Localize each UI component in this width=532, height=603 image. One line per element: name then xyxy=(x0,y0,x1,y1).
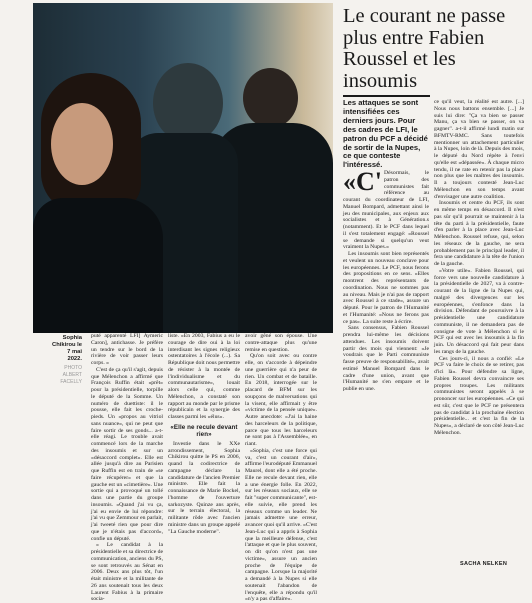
lede-rule xyxy=(343,95,430,97)
article-column-5 xyxy=(343,167,429,570)
lede: Les attaques se sont intensifiées ces derniers jours. Pour des cadres de LFI, le patron du PCF a décidé de sortir de la Nupes, ce que conteste l'intéressé. xyxy=(343,98,428,170)
drop-cap: «C' xyxy=(343,167,382,196)
photo-credit: PHOTO ALBERT FACELLY xyxy=(60,365,82,385)
article-column-2 xyxy=(168,333,240,573)
article-photo xyxy=(33,3,333,327)
paragraph-text: Désormais, le patron des communistes fait référence au courant du coordinateur de LFI, Manuel Bompard, admettant ainsi le jeu des municipales, aux enjeux aux socialistes et à Génération.s (notamment). Et le PCF dans lequel il s'est totalement engagé: «Roussel se demande si quelqu'un veut vraiment la Nupes.» xyxy=(343,170,429,251)
byline: SACHA NELKEN xyxy=(460,561,508,567)
paragraph: «Sophia, c'est une force qui va, c'est un courant d'air», affirme l'eurodéputé Emmanuel Maurel, dont elle a été proche. Elle ne recule devant rien, elle a une énergie folle. En 2022, sur les réseaux sociaux, elle se fait "super communicante", est-elle suivie, elle prend les réseaux comme un leader. Ne jamais admettre une erreur, avancer quoi qu'il arrive. «C'est Jean-Luc qui a appris à Sophia que la meilleure défense, c'est l'attaque et que le plus souvent, on dit qu'on n'est pas une victime», assure un ancien proche de l'équipe de campagne. Lorsque la majorité a demandé à la Nupes si elle soutenait l'abandon de l'enquête, elle a répondu qu'il «n'y a pas d'affaire». xyxy=(245,447,318,603)
paragraph: avoir gêné son épouse. Une contre-attaque plus qu'une remise en question. xyxy=(245,333,317,353)
paragraph: Les insoumis sont bien représentés et veulent un nouveau conclave pour les européennes. Le PCF, nous ferons des propositions en ce sens. «Elles montrent des représentants de coordination. Nous ne sommes pas au niveau. Mais je n'ai pas de rapport avec Roussel à ce stade», assure un député. Pour le patron de l'Humanité et l'Humanité: «Nous ne ferons pas ce pas». La suite reste à écrire. xyxy=(343,251,429,325)
photo-figure-right xyxy=(243,68,298,128)
photo-subject-face xyxy=(51,103,113,185)
paragraph: Insoumis et centre du PCF, ils sont en même temps en désaccord. Il n'est pas sûr qu'il pourrait se maintenir à la tête du parti à la présidentielle, faute d'en parler à la place avec Jean-Luc Mélenchon. Roussel refuse, qui, selon les réseaux de la gauche, ne sera probablement pas le principal leader, il fera une candidature à la tête de l'union de la gauche. xyxy=(434,200,524,267)
paragraph: Ces jours-ci, il nous a confié: «Le PCF va faire le choix de se retirer, pas d'ici là». Pour défendre sa ligne, Fabien Roussel devra convaincre ses propres troupes. Les militants communistes seront appelés à se prononcer sur les européennes. «Ce qui est sûr, c'est que le PCF ne présentera pas de candidat à la prochaine élection présidentielle... et c'est la fin de la Nupes», a déclaré de son côté Jean-Luc Mélenchon. xyxy=(434,355,524,436)
article-column-1 xyxy=(91,333,164,603)
paragraph-dropcap xyxy=(343,167,429,251)
photo-figure-background xyxy=(153,63,223,143)
paragraph: C'est de ça qu'il s'agit, depuis que Mélenchon a affirmé que François Ruffin était «prêt» pour la présidentielle, torpille le député de la Somme. Un numéro de duettiste: il le pousse, elle fait les croche-pieds. Un «propos au vitriol sans nuance», qui ne peut que faire sortir de ses gonds... a-t-elle réagi. Le trouble avait commencé lors de la marche des insoumis et sur un «désaccord complet». Elle est allée jusqu'à dire au Parisien que Ruffin est en train de «se faire récupérer» et que la gauche est un «cimetière». Une sortie qui a provoqué un tollé dans une partie du groupe insoumis. «Quand j'ai vu ça, j'ai eu envie de lui répondre: j'ai vu que Zemmour en parlait, j'ai tweeté rien que pour dire que je n'étais pas d'accord», confie un député. xyxy=(91,366,163,542)
headline: Le courant ne passe plus entre Fabien Roussel et les insoumis xyxy=(343,5,506,92)
paragraph: «Votre utile». Fabien Roussel, qui force vers une nouvelle candidature à la présidentielle de 2027, va à contre-courant de la ligne de la Nupes qui, malgré des divergences sur les européennes, s'enfonce dans la division. Défendant de poursuivre à la présidentielle une candidature communiste, il ne demandera pas de consigne de vote à Mélenchon si le PCF qui est avec les insoumis à la fin juin. Un désaccord qui fait peur dans les rangs de la gauche. xyxy=(434,267,524,355)
subheading: «Elle ne recule devant rien» xyxy=(170,423,238,439)
photo-subject-body xyxy=(33,198,163,333)
paragraph: ce qu'il veut, la réalité est autre. [...] Nous nous battons ensemble. [...] Je suis lui dire: "Ça va bien se passer Manu, ça va bien se passer, on va gagner". a-t-il affirmé lundi matin sur BFMTV-RMC. Sans toutefois mentionner un attachement particulier à la Nupes, loin de là. Depuis des mois, le député du Nord répète à l'envi qu'elle est «dépassée». À chaque micro tendu, il ne rate en retenir pas la place non plus que les maîtres des insoumis. Il a toujours contesté Jean-Luc Mélenchon en son temps avant d'envisager une autre coalition. xyxy=(434,99,524,200)
paragraph: Qu'on soit avec ou contre elle, on s'accorde à dépeindre une guerrière qui n'a peur de rien. Un combat et de bataille. En 2018, interrogée sur le placard de BFM sur les soupçons de malversations qui la visent, elle affirmait y être «victime de la pensée unique». Autre anecdote: «J'ai la haine des harceleurs de la politique, parce que tous les harceleurs ne sont pas à l'Assemblée», en riant. xyxy=(245,353,317,447)
article-column-3 xyxy=(245,333,318,603)
caption-text: Sophia Chikirou le 7 mai 2022. xyxy=(52,335,82,362)
paragraph: puté apparenté LFI] Aymeric Caron], antichasse. Je préfère un tendre sur le bord de la rivière de voir passer leurs corps. » xyxy=(91,333,163,366)
paragraph: liste. «En 2003, Fabius a eu le courage de dire oui à la loi interdisant les signes religieux ostentatoires à l'école (...). Sa République doit nous permettre de résister à la montée de l'individualisme et du communautarisme», louait alors celle qui, comme Mélenchon, a constaté son rapport au monde par le prisme républicain et la synergie des classes parmi les «élus». xyxy=(168,333,240,420)
paragraph: Investie dans le XXe arrondissement, Sophia Chikirou quitte le PS en 2006, quand la codirectrice de campagne déclare la candidature de l'ancien Premier ministre. Elle fait la connaissance de Marie Bockel, l'homme de l'ouverture sarkozyste. Quinze ans après, sur le terrain électoral, la militante rôde avec l'ancien ministre dans un groupe appelé "La Gauche moderne". xyxy=(168,440,240,535)
paragraph: Sans consensus, Fabien Roussel prendra lui-même les décisions attendues. Les insoumis doivent partir des mois qui viennent: «Je voudrais que le Parti communiste fasse preuve de responsabilité», avait estimé Manuel Bompard dans le cadre d'une union, avant que l'Humanité ne s'en empare et le publie en une. xyxy=(343,325,429,392)
article-column-4 xyxy=(434,99,524,559)
paragraph: « Le candidat à la présidentielle et sa directrice de communication, anciens du PS, se sont retrouvés au Sénat en 2006. Deux ans plus tôt, l'un était ministre et la militante de 26 ans soutenait tous les deux Laurent Fabius à la primaire socia- xyxy=(91,542,164,603)
photo-caption xyxy=(52,335,82,386)
